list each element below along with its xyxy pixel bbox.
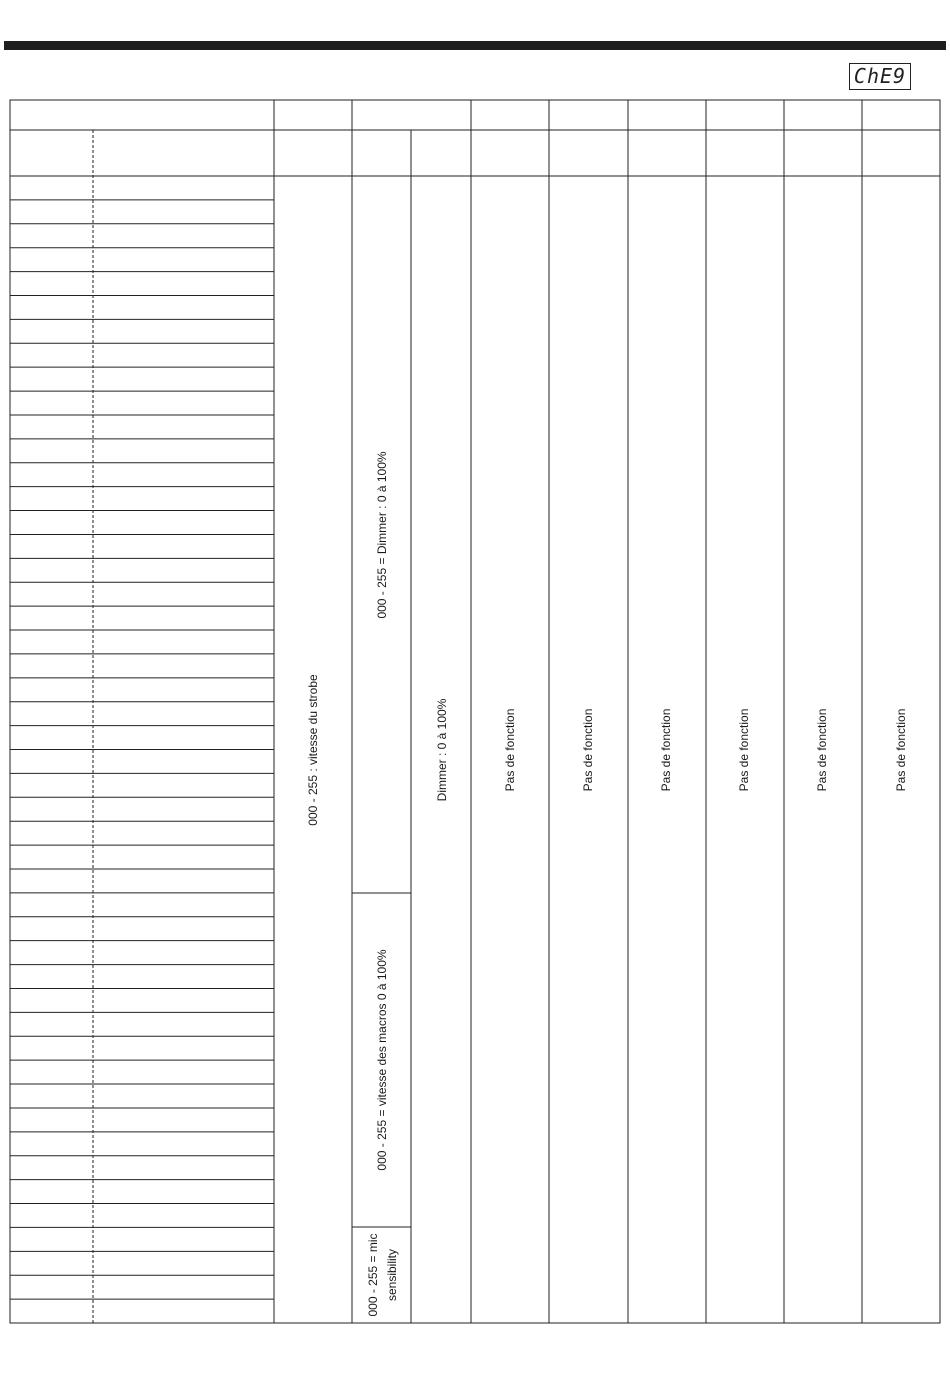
no-function-label-5: Pas de fonction [815,708,829,792]
no-function-label-2: Pas de fonction [581,708,595,792]
no-function-label-4: Pas de fonction [737,708,751,792]
dimmer-label: Dimmer : 0 à 100% [435,698,449,802]
macro-speed-label: 000 - 255 = vitesse des macros 0 à 100% [375,949,389,1171]
dimmer-range-label: 000 - 255 = Dimmer : 0 à 100% [375,451,389,619]
table-grid [10,100,940,1323]
mic-sensibility-label-line2: sensibility [385,1248,399,1302]
no-function-label-3: Pas de fonction [659,708,673,792]
no-function-label-1: Pas de fonction [503,708,517,792]
strobe-speed-label: 000 - 255 : vitesse du strobe [306,674,320,826]
table-border [10,100,940,1323]
mic-sensibility-label-line1: 000 - 255 = mic [366,1233,380,1317]
channel-badge-text: ChE9 [853,64,907,88]
no-function-label-6: Pas de fonction [894,708,908,792]
